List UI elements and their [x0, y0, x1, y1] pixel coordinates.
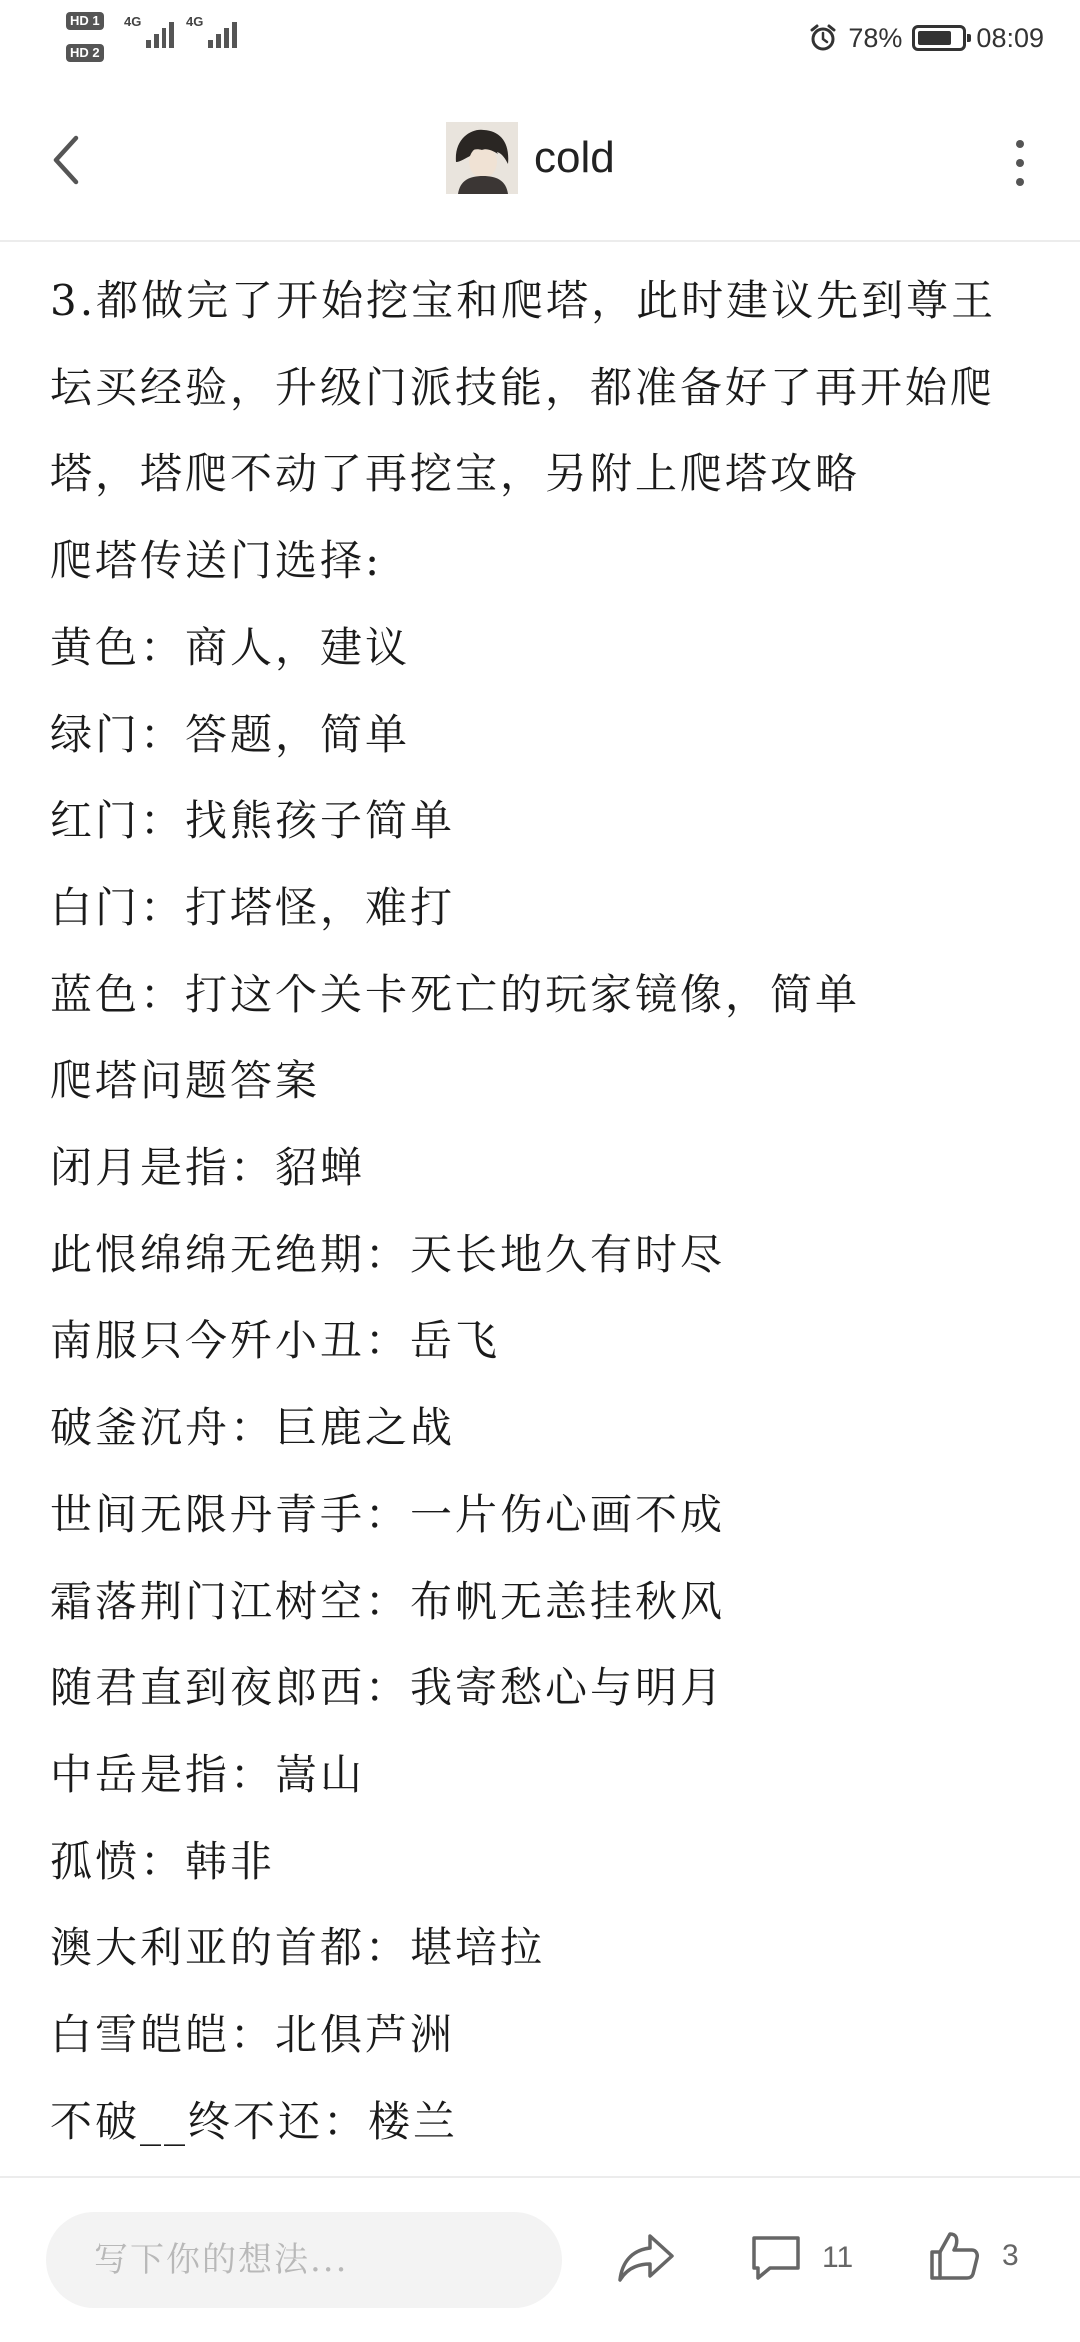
comment-button[interactable]: [748, 2224, 853, 2292]
alarm-icon: [808, 23, 838, 53]
bottom-action-bar: [0, 2176, 1080, 2342]
clock-time: 08:09: [976, 22, 1044, 53]
comment-input[interactable]: [46, 2212, 562, 2308]
share-icon: [614, 2226, 678, 2290]
battery-icon: [912, 25, 966, 51]
status-right: [808, 18, 1044, 58]
article-paragraph: 黄色：商人，建议: [50, 622, 411, 672]
signal-icon: [124, 14, 174, 48]
sim1-badge: HD 1: [66, 12, 104, 30]
article-paragraph: 红门：找熊孩子简单: [50, 796, 456, 846]
like-count: 3: [1002, 2239, 1019, 2272]
article-paragraph: 闭月是指：貂蝉: [50, 1143, 366, 1193]
article-paragraph: 此恨绵绵无绝期：天长地久有时尽: [50, 1229, 726, 1279]
author-avatar[interactable]: [446, 122, 518, 194]
author-name[interactable]: cold: [534, 133, 615, 182]
thumbs-up-icon: [926, 2228, 982, 2284]
article-body: [50, 258, 1040, 2176]
article-paragraph: 白雪皑皑：北俱芦洲: [50, 2010, 456, 2060]
chevron-left-icon: [50, 134, 80, 186]
share-button[interactable]: [614, 2226, 678, 2290]
article-paragraph: 澳大利亚的首都：堪培拉: [50, 1923, 546, 1973]
top-app-bar: [0, 100, 1080, 242]
battery-percent: 78%: [848, 22, 903, 53]
article-paragraph: 爬塔传送门选择:: [50, 536, 383, 586]
article-paragraph: 白门：打塔怪，难打: [50, 882, 456, 932]
article-paragraph: 绿门：答题，简单: [50, 709, 411, 759]
like-button[interactable]: [926, 2222, 1019, 2290]
article-paragraph: 爬塔问题答案: [50, 1056, 321, 1106]
article-paragraph: 中岳是指：嵩山: [50, 1749, 366, 1799]
status-bar: [0, 0, 1080, 72]
article-paragraph: 南服只今歼小丑：岳飞: [50, 1316, 501, 1366]
article-paragraph: 蓝色：打这个关卡死亡的玩家镜像，简单: [50, 969, 861, 1019]
article-paragraph: 破釜沉舟：巨鹿之战: [50, 1403, 456, 1453]
more-dot-icon: [1016, 178, 1024, 186]
signal-icon: [186, 14, 242, 48]
article-paragraph: 世间无限丹青手：一片伤心画不成: [50, 1489, 726, 1539]
article-paragraph: 不破__终不还：楼兰: [50, 2096, 459, 2146]
battery-fill: [918, 31, 951, 45]
article-paragraph: 随君直到夜郎西：我寄愁心与明月: [50, 1663, 726, 1713]
back-button[interactable]: [40, 130, 90, 190]
more-dot-icon: [1016, 159, 1024, 167]
sim2-badge: HD 2: [66, 44, 104, 62]
article-paragraph: 霜落荆门江树空：布帆无恙挂秋风: [50, 1576, 726, 1626]
comment-icon: [748, 2230, 804, 2286]
more-dot-icon: [1016, 140, 1024, 148]
article-paragraph: 孤愤：韩非: [50, 1836, 276, 1886]
avatar-image: [446, 122, 518, 194]
article-paragraph: 3.都做完了开始挖宝和爬塔，此时建议先到尊王坛买经验，升级门派技能，都准备好了再开始爬塔，塔爬不动了再挖宝，另附上爬塔攻略: [50, 276, 997, 499]
network-type-label: 4G: [186, 14, 204, 29]
more-options-button[interactable]: [1010, 140, 1030, 186]
comment-count: 11: [822, 2241, 854, 2274]
network-type-label: 4G: [124, 14, 142, 29]
